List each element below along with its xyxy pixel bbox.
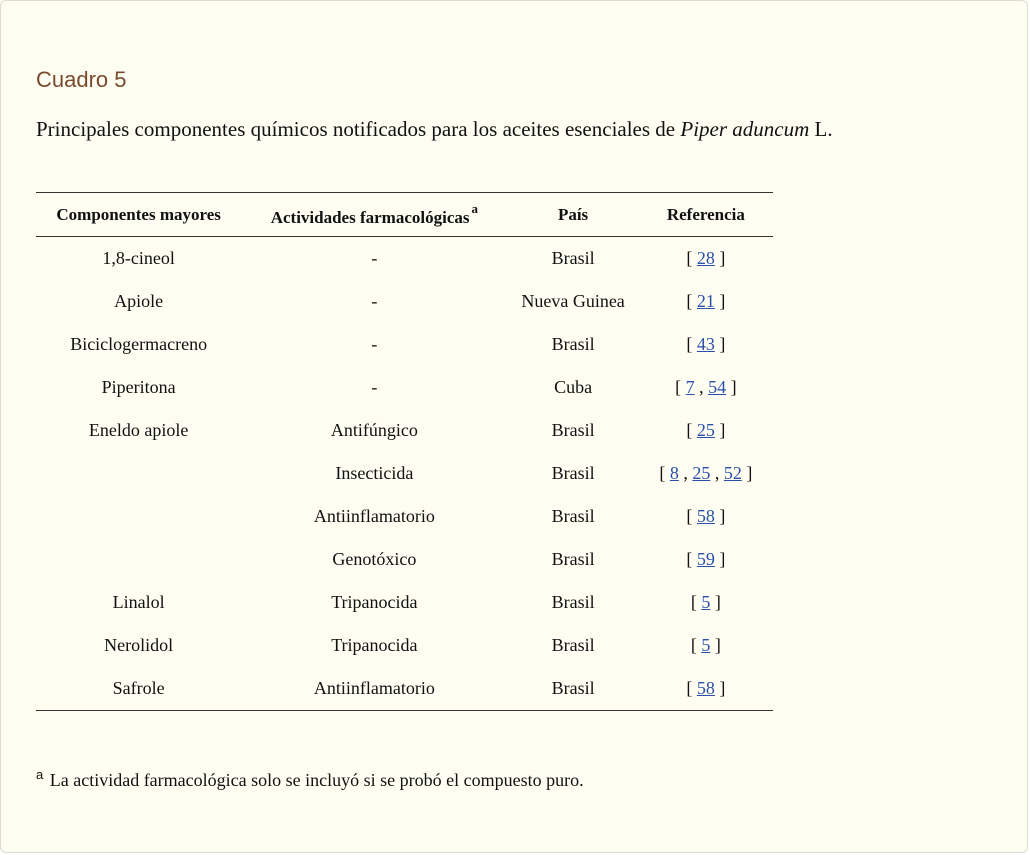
reference-cell: [ 7 , 54 ]: [675, 377, 737, 397]
header-reference: Referencia: [666, 204, 745, 224]
component-cell: Nerolidol: [104, 635, 174, 655]
table-row: [36, 581, 773, 624]
activity-cell: Insecticida: [335, 463, 414, 483]
activity-cell: -: [371, 291, 378, 311]
country-cell: Brasil: [551, 549, 595, 569]
table-row: [36, 366, 773, 409]
activity-cell: Tripanocida: [331, 592, 418, 612]
component-cell: Linalol: [112, 592, 165, 612]
header-country: País: [557, 204, 589, 224]
reference-link[interactable]: 59: [696, 549, 715, 569]
component-cell: Safrole: [112, 678, 165, 698]
compounds-table: [36, 192, 773, 711]
reference-cell: [ 5 ]: [690, 635, 721, 655]
footnote-marker: a: [36, 767, 44, 782]
reference-link[interactable]: 5: [701, 635, 711, 655]
header-activities: [241, 193, 507, 237]
component-cell: Piperitona: [101, 377, 176, 397]
table-footnote: [36, 767, 584, 791]
activity-cell: -: [371, 248, 378, 268]
reference-cell: [ 21 ]: [686, 291, 726, 311]
caption-text-after: L.: [809, 117, 833, 141]
country-cell: Brasil: [551, 420, 595, 440]
table-row: [36, 237, 773, 281]
table-row: [36, 667, 773, 711]
activity-cell: Antifúngico: [330, 420, 418, 440]
component-cell: 1,8-cineol: [102, 248, 175, 268]
reference-cell: [ 5 ]: [690, 592, 721, 612]
table-header-row: [36, 193, 773, 237]
reference-link[interactable]: 58: [696, 678, 715, 698]
reference-cell: [ 8 , 25 , 52 ]: [659, 463, 753, 483]
table-body: [36, 237, 773, 711]
table-row: [36, 323, 773, 366]
reference-link[interactable]: 5: [701, 592, 711, 612]
country-cell: Cuba: [554, 377, 593, 397]
reference-cell: [ 43 ]: [686, 334, 726, 354]
reference-link[interactable]: 8: [669, 463, 679, 483]
reference-link[interactable]: 43: [696, 334, 715, 354]
country-cell: Brasil: [551, 678, 595, 698]
country-cell: Brasil: [551, 592, 595, 612]
table-row: [36, 624, 773, 667]
reference-cell: [ 58 ]: [686, 506, 726, 526]
header-components: Componentes mayores: [56, 204, 221, 224]
reference-link[interactable]: 54: [708, 377, 727, 397]
country-cell: Brasil: [551, 463, 595, 483]
reference-link[interactable]: 28: [696, 248, 715, 268]
country-cell: Brasil: [551, 635, 595, 655]
component-cell: Biciclogermacreno: [70, 334, 208, 354]
country-cell: Brasil: [551, 248, 595, 268]
component-cell: [36, 538, 241, 581]
table-row: [36, 538, 773, 581]
component-cell: [36, 495, 241, 538]
caption-text-before: Principales componentes químicos notificados para los aceites esenciales de: [36, 117, 681, 141]
component-cell: [36, 452, 241, 495]
component-cell: Apiole: [114, 291, 164, 311]
reference-link[interactable]: 7: [685, 377, 695, 397]
header-activities-label: Actividades farmacológicas: [270, 208, 470, 227]
reference-cell: [ 58 ]: [686, 678, 726, 698]
table-row: [36, 409, 773, 452]
activity-cell: Antiinflamatorio: [313, 506, 435, 526]
reference-cell: [ 28 ]: [686, 248, 726, 268]
activity-cell: Tripanocida: [331, 635, 418, 655]
table-caption-text: [36, 117, 833, 142]
reference-link[interactable]: 58: [696, 506, 715, 526]
reference-link[interactable]: 25: [696, 420, 715, 440]
table-row: [36, 452, 773, 495]
country-cell: Nueva Guinea: [521, 291, 625, 311]
country-cell: Brasil: [551, 506, 595, 526]
activity-cell: -: [371, 377, 378, 397]
table-row: [36, 280, 773, 323]
activity-cell: Genotóxico: [332, 549, 417, 569]
reference-cell: [ 59 ]: [686, 549, 726, 569]
footnote-text: La actividad farmacológica solo se incluyó si se probó el compuesto puro.: [49, 770, 584, 790]
activity-cell: -: [371, 334, 378, 354]
country-cell: Brasil: [551, 334, 595, 354]
reference-link[interactable]: 52: [723, 463, 742, 483]
header-activities-footnote-marker: a: [471, 201, 478, 216]
table-caption-label: Cuadro 5: [36, 67, 127, 92]
activity-cell: Antiinflamatorio: [313, 678, 435, 698]
table-row: [36, 495, 773, 538]
reference-cell: [ 25 ]: [686, 420, 726, 440]
reference-link[interactable]: 21: [696, 291, 715, 311]
caption-species-name: Piper aduncum: [680, 117, 810, 141]
component-cell: Eneldo apiole: [88, 420, 189, 440]
reference-link[interactable]: 25: [692, 463, 711, 483]
